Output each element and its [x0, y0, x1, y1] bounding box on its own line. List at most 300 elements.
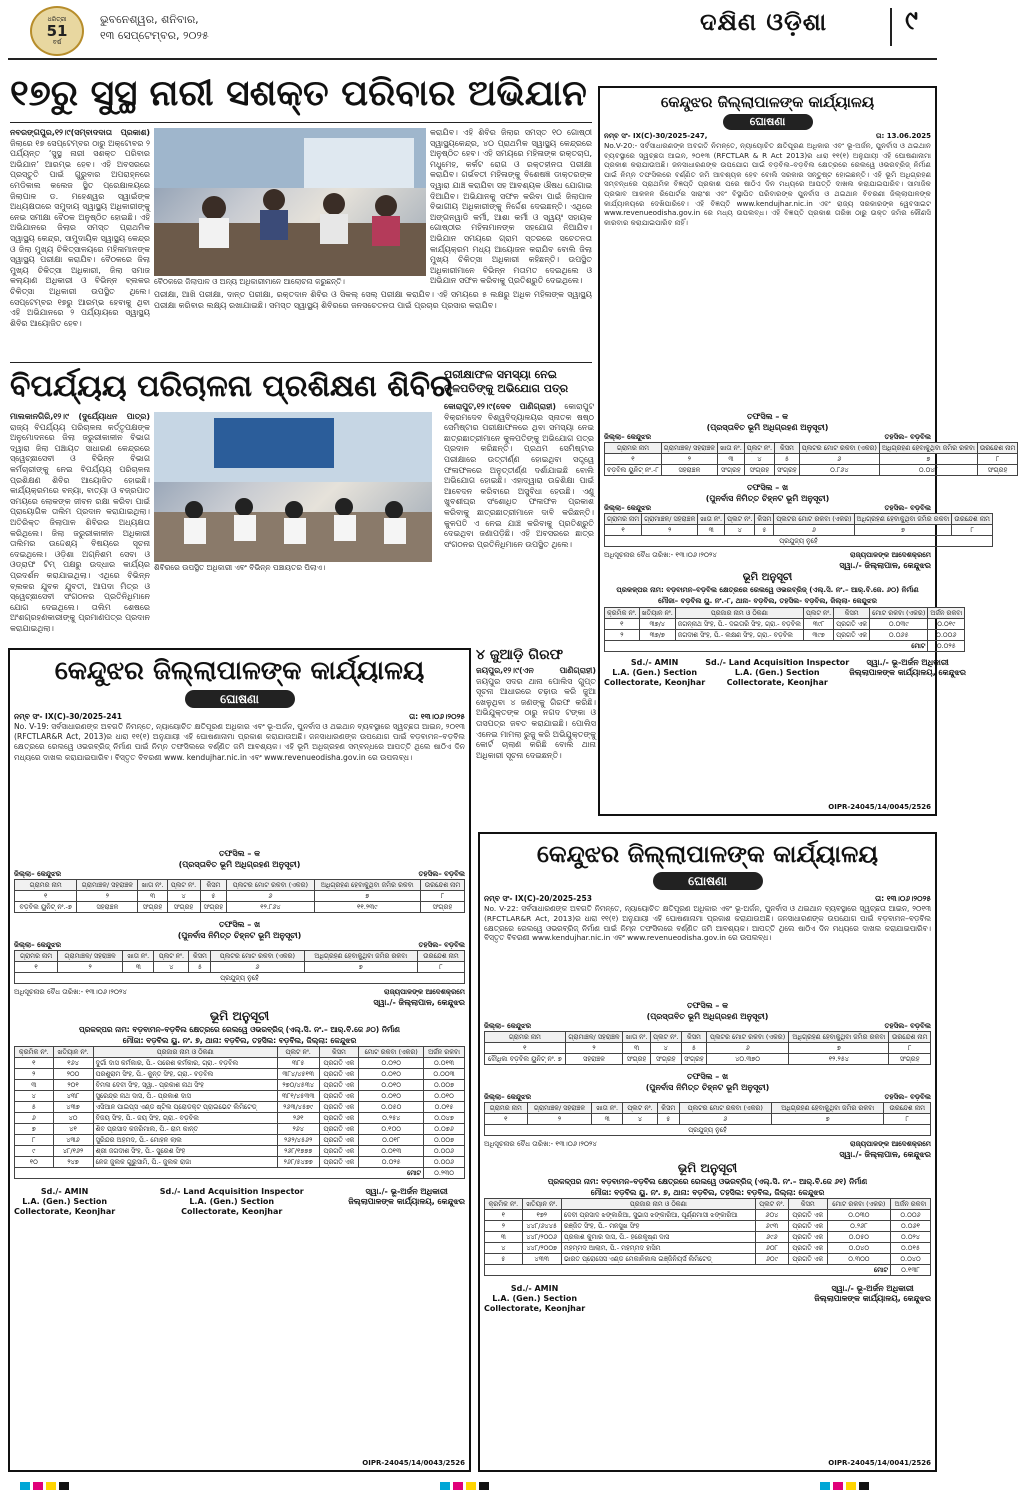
- schedule-cell: ୪୪୮/୨୦୦୬: [522, 1232, 561, 1243]
- schedule-cell: ୪୩୩: [522, 1254, 561, 1265]
- signature-line: L.A. (Gen.) Section: [734, 668, 820, 677]
- signature-line: L.A. (Gen.) Section: [189, 1197, 275, 1206]
- schedule-cell: ୦.୦୨୫: [359, 1157, 424, 1168]
- schedule-cell: ୨୬୩/୪୫୭୯: [277, 1102, 319, 1113]
- notice-c-pubdate: ଅଧିସୂଚନାର ବୈଧ ତାରିଖ:- ୧୩।୦୬।୨୦୨୪: [484, 1140, 597, 1148]
- na-t2-col-header: ଖାତା ନଂ.: [698, 514, 725, 525]
- schedule-cell: ୩୮୪/୪୫୧୩: [277, 1069, 319, 1080]
- nc-t1-col-number: ୭: [789, 1043, 889, 1054]
- table-cell: ସଂଗ୍ରହ: [681, 1054, 706, 1065]
- na-t1-col-header: ପ୍ଲଟ ନଂ.: [744, 443, 774, 454]
- schedule-cell: ୨୪୭: [53, 1157, 93, 1168]
- table-cell: ସଂଗ୍ରହ: [650, 1054, 681, 1065]
- notice-a-t1-title: ତଫସିଲ – କ: [746, 412, 789, 421]
- print-color-swatch: [46, 1482, 56, 1490]
- schedule-cell: ୦.୦୧୩: [424, 1058, 465, 1069]
- notice-b-schedule: [14, 1046, 465, 1179]
- schedule-cell: ୦.୦୪୦: [890, 1254, 930, 1265]
- schedule-total-label: ମୋଟ: [15, 1168, 424, 1179]
- story2-column-1: [10, 412, 150, 648]
- schedule-cell: ୨୭୦/୪୫୩୪: [277, 1080, 319, 1091]
- notice-a-date: ତା: 13.06.2025: [875, 132, 931, 140]
- schedule-total-value: ୦.୨୩୦: [424, 1168, 465, 1179]
- nc-t2-col-number: ୪: [623, 1114, 658, 1125]
- nb-schedule-col-header: ଅର୍ଜନ ରକବା: [424, 1047, 465, 1058]
- table-cell: ୦.୦୪୮: [879, 465, 977, 476]
- logo-number: 51: [46, 21, 68, 40]
- nc-t2-col-number: ୩: [592, 1114, 623, 1125]
- schedule-cell: ପ୍ରଗତି ଏକ: [319, 1146, 359, 1157]
- na-t1-col-header: ଗ୍ରାମର ନାମ: [605, 443, 662, 454]
- schedule-cell: ୧୬୪: [53, 1058, 93, 1069]
- nc-t1-col-number: ୩: [623, 1043, 650, 1054]
- notice-c-order: ରାଜ୍ୟପାଳଙ୍କ ଆଦେଶକ୍ରମେ: [850, 1140, 931, 1148]
- nc-t1-col-header: ପ୍ଲଟର ମୋଟ ରକବା (ଏକର): [707, 1032, 789, 1043]
- nb-schedule-col-header: ପ୍ଲଟ ନଂ.: [277, 1047, 319, 1058]
- na-schedule-col-header: ପ୍ଲଟ ନଂ.: [803, 608, 833, 619]
- schedule-cell: ୧: [15, 1058, 54, 1069]
- story1-rule: [10, 122, 592, 123]
- schedule-row: [605, 630, 965, 641]
- notice-a-sig-officer: [849, 658, 966, 688]
- nc-schedule-col-header: ପ୍ଲଟ ନଂ.: [755, 1199, 788, 1210]
- schedule-row: [15, 1058, 465, 1069]
- nc-t1-col-header: କିସମ: [681, 1032, 706, 1043]
- table-cell: ସଂଗ୍ରହ: [717, 465, 744, 476]
- schedule-row: [485, 1254, 931, 1265]
- nc-t2-col-number: ୮: [884, 1114, 931, 1125]
- notice-c-bhumi: ଭୂମି ଅନୁସୂଚୀ: [677, 1161, 738, 1175]
- na-t2-col-number: ୭: [854, 525, 952, 536]
- nb-t1-col-number: ୩: [138, 891, 167, 902]
- page-number: ୯: [905, 6, 918, 36]
- nb-t1-col-number: ୪: [167, 891, 200, 902]
- nc-t2-col-header: ଖାତା ନଂ.: [592, 1103, 623, 1114]
- table-row: [605, 465, 1018, 476]
- schedule-cell: ୬୦୮: [755, 1243, 788, 1254]
- schedule-row: [15, 1157, 465, 1168]
- print-color-marks-center: [440, 1482, 489, 1490]
- signature-line: ଜିଲ୍ଲାପାଳଙ୍କ କାର୍ଯ୍ୟାଳୟ, କେନ୍ଦୁଝର: [849, 668, 966, 677]
- notice-c-project: ପ୍ରକଳ୍ପର ନାମ: ବଡ଼ବାମନ–ବଡ଼ବିଲ କ୍ଷେତ୍ରରେ ରେଲୱେ ଓଭରବ୍ରିଜ୍ (ଏଲ୍.ସି. ନଂ.– ଆର୍.ବି.ଜେ ୬୧) ନିର୍ମାଣ: [547, 1177, 868, 1186]
- notice-a-schedule: [604, 607, 965, 652]
- story4-body: [476, 666, 596, 814]
- na-t1-col-number: ୧: [605, 454, 662, 465]
- nb-t1-col-header: ପ୍ଲଟର ମୋଟ ରକବା (ଏକର): [227, 880, 314, 891]
- nb-t2-col-number: ୫: [189, 962, 211, 973]
- schedule-cell: ଜଗନ୍ନାଥ ସିଂହ, ପି.- ଦଇତାରି ସିଂହ, ଗ୍ରା.- ବଡ଼ବିଲ: [675, 619, 803, 630]
- nc-t2-col-number: ୧: [485, 1114, 528, 1125]
- nb-t1-col-header: କିସମ: [200, 880, 227, 891]
- table-cell: ସଂଗ୍ରହ: [775, 465, 800, 476]
- schedule-cell: ୧: [485, 1210, 523, 1221]
- notice-c-table-2: [484, 1102, 931, 1136]
- notice-b-district: ଜିଲ୍ଲା– କେନ୍ଦୁଝର: [14, 870, 62, 878]
- schedule-cell: ୩୭/୭: [639, 630, 675, 641]
- table-cell: ବଡ଼ବିଲ ୟୁନିଟ୍ ନଂ.-୭: [15, 902, 77, 913]
- nc-t1-col-number: ୧: [485, 1043, 566, 1054]
- schedule-cell: ୬୯୬: [755, 1232, 788, 1243]
- schedule-cell: ୨୬୨/୪୫୬୨: [277, 1135, 319, 1146]
- schedule-cell: ୪୮/୧୬୨: [53, 1146, 93, 1157]
- schedule-cell: ୦.୦୧୦: [359, 1091, 424, 1102]
- schedule-cell: ଭାରତ ପ୍ରୋସେସ ଏଣ୍ଡ ମେକାନିକାଲ ଇଞ୍ଜିନିୟର୍ସ ଲିମିଟେଡ୍: [561, 1254, 755, 1265]
- notice-a-t2-tehsil: ତହସିଲ– ବଡ଼ବିଲ: [884, 504, 931, 512]
- nc-t2-col-header: କିସମ: [657, 1103, 679, 1114]
- notice-a-t2-district: ଜିଲ୍ଲା– କେନ୍ଦୁଝର: [604, 504, 652, 512]
- story2-caption: ଶିବିରରେ ଉପସ୍ଥିତ ଅଧିକାରୀ ଏବଂ ବିଭିନ୍ନ ପଞ୍ଚାୟତର ପିଲାଏ।: [154, 563, 326, 572]
- schedule-cell: ପ୍ରଗତି ଏକ: [319, 1135, 359, 1146]
- nc-t1-col-number: ୨: [565, 1043, 623, 1054]
- print-color-swatch: [33, 1482, 43, 1490]
- nc-t2-col-header: ଗ୍ରାମାଞ୍ଚଳ/ ସହରାଞ୍ଚଳ: [527, 1103, 592, 1114]
- signature-line: ସ୍ୱା./- ଭୂ-ଅର୍ଜନ ଅଧିକାରୀ: [365, 1187, 448, 1196]
- schedule-cell: ଏସିଆନ ପାଇପ୍ସ ଏଣ୍ଡ ଷ୍ଟିଲ ପ୍ରୋଡକ୍ଟ ପ୍ରାଇଭେଟ ଲିମିଟେଡ୍: [93, 1102, 277, 1113]
- notice-c-t1-sub: (ପ୍ରସ୍ତାବିତ ଭୂମି ଅଧିଗ୍ରହଣ ଅନୁସୂଚୀ): [646, 1012, 769, 1021]
- notice-c-t2-tehsil: ତହସିଲ– ବଡ଼ବିଲ: [884, 1093, 931, 1101]
- nc-t1-col-number: ୮: [889, 1043, 931, 1054]
- nb-t2-col-header: ପ୍ଲଟ ନଂ.: [154, 951, 189, 962]
- na-t2-col-header: ଅଧିଗ୍ରହଣ ହେବାକୁଥିବା ଜମିର ରକବା: [854, 514, 952, 525]
- schedule-row: [15, 1113, 465, 1124]
- nc-t2-col-header: ପ୍ଲଟ ନଂ.: [623, 1103, 658, 1114]
- schedule-cell: ୨: [15, 1069, 54, 1080]
- notice-a-order: ରାଜ୍ୟପାଳଙ୍କ ଆଦେଶକ୍ରମେ: [850, 551, 931, 559]
- nc-schedule-col-header: କିସମ: [788, 1199, 827, 1210]
- print-color-swatch: [20, 1482, 30, 1490]
- notice-a-office: କେନ୍ଦୁଝର ଜିଲ୍ଲାପାଳଙ୍କ କାର୍ଯ୍ୟାଳୟ: [660, 93, 875, 111]
- training-photo-illustration: [154, 412, 432, 562]
- notice-c-t2-title: ତଫସିଲ – ଖ: [686, 1072, 729, 1081]
- schedule-cell: ୭: [15, 1124, 54, 1135]
- na-schedule-col-header: କିସମ: [834, 608, 870, 619]
- nb-t1-col-header: ଉରନ୍ଦେଶ ନାମ: [420, 880, 464, 891]
- schedule-cell: ୧୭୨: [522, 1210, 561, 1221]
- signature-line: Sd./- AMIN: [510, 1284, 559, 1293]
- schedule-cell: ୦.୦୧୩: [359, 1146, 424, 1157]
- notice-b-t2-tehsil: ତହସିଲ– ବଡ଼ବିଲ: [418, 941, 465, 949]
- logo-sub: ବର୍ଷ: [52, 38, 62, 46]
- table-cell: ସଂଗ୍ରହ: [744, 465, 774, 476]
- schedule-cell: ୪: [485, 1243, 523, 1254]
- schedule-cell: ପ୍ରଗତି ଏକ: [834, 619, 870, 630]
- na-t2-col-number: ୫: [755, 525, 774, 536]
- notice-b-sig-inspector: [160, 1187, 304, 1217]
- schedule-cell: ୬୦୯: [755, 1254, 788, 1265]
- nc-t1-col-header: ଉରନ୍ଦେଶ ନାମ: [889, 1032, 931, 1043]
- header-rule: [8, 58, 937, 60]
- notice-b-collector: ସ୍ୱା./- ଜିଲ୍ଲାପାଳ, କେନ୍ଦୁଝର: [373, 998, 465, 1007]
- nb-t2-col-header: ଗ୍ରାମାଞ୍ଚଳ/ ସହରାଞ୍ଚଳ: [58, 951, 123, 962]
- schedule-cell: ୪୩୬: [53, 1135, 93, 1146]
- schedule-cell: ୦.୦୪୭: [424, 1113, 465, 1124]
- schedule-total-row: [15, 1168, 465, 1179]
- na-t2-col-header: କିସମ: [755, 514, 774, 525]
- schedule-cell: ପ୍ରଗତି ଏକ: [319, 1113, 359, 1124]
- schedule-cell: ୦.୨୬୮: [827, 1221, 890, 1232]
- story1-headline: ୧୭ରୁ ସୁସ୍ଥ ନାରୀ ସଶକ୍ତ ପରିବାର ଅଭିଯାନ: [10, 73, 587, 114]
- notice-b-table-2: [14, 950, 465, 984]
- notice-b-order: ରାଜ୍ୟପାଳଙ୍କ ଆଦେଶକ୍ରମେ: [384, 988, 465, 996]
- na-t2-col-header: ଗ୍ରାମାଞ୍ଚଳ/ ସହରାଞ୍ଚଳ: [642, 514, 698, 525]
- schedule-cell: ସୁରେନ୍ଦ୍ର ନାଥ ଦାସ, ପି.- ପ୍ରକାଶ ଦାସ: [93, 1091, 277, 1102]
- story1-column-1: [10, 128, 150, 400]
- schedule-cell: ବିମଳା ଦେବୀ ସିଂହ, ସ୍ୱା.- ପ୍ରକାଶ ନାଥ ସିଂହ: [93, 1080, 277, 1091]
- schedule-cell: ୨୦୦: [53, 1069, 93, 1080]
- notice-c-district: ଜିଲ୍ଲା– କେନ୍ଦୁଝର: [484, 1022, 532, 1030]
- nc-schedule-col-header: ଅର୍ଜନ ରକବା: [890, 1199, 930, 1210]
- schedule-cell: ୨: [605, 630, 640, 641]
- schedule-cell: ୮: [15, 1135, 54, 1146]
- notice-a-tehsil: ତହସିଲ– ବଡ଼ବିଲ: [884, 433, 931, 441]
- schedule-cell: ୬: [15, 1113, 54, 1124]
- notice-b-project: ପ୍ରକଳ୍ପର ନାମ: ବଡ଼ବାମନ–ବଡ଼ବିଲ କ୍ଷେତ୍ରରେ ରେଲୱେ ଓଭରବ୍ରିଜ୍ (ଏଲ୍.ସି. ନଂ.– ଆର୍.ବି.ଜେ ୬୦) ନିର୍ମାଣ: [79, 1025, 400, 1034]
- schedule-cell: ୦.୦୦୬: [928, 630, 965, 641]
- table-row: [485, 1054, 931, 1065]
- schedule-cell: ୪୪୮/୨୦୦୭: [522, 1243, 561, 1254]
- notice-a-na: ପ୍ରଯୁଜ୍ୟ ନୁହେଁ: [605, 536, 993, 547]
- schedule-row: [15, 1135, 465, 1146]
- na-t1-col-number: ୩: [717, 454, 744, 465]
- schedule-cell: ୦.୦୧୫: [890, 1243, 930, 1254]
- notice-c-collector: ସ୍ୱା./- ଜିଲ୍ଲାପାଳ, କେନ୍ଦୁଝର: [839, 1150, 931, 1159]
- schedule-cell: ୦.୦୧୮: [359, 1135, 424, 1146]
- schedule-cell: ୪୩୭: [53, 1102, 93, 1113]
- notice-b-table-1: [14, 879, 465, 913]
- schedule-cell: ୨: [485, 1221, 523, 1232]
- nc-t2-col-header: ଅଧିଗ୍ରହଣ ହେବାକୁଥିବା ଜମିର ରକବା: [771, 1103, 883, 1114]
- signature-line: L.A. (Gen.) Section: [612, 668, 698, 677]
- nb-t1-col-number: ୭: [314, 891, 420, 902]
- print-color-swatch: [440, 1482, 450, 1490]
- schedule-cell: ରଞ୍ଜିତ ସିଂହ, ପି.- ମନସୁଖ ସିଂହ: [561, 1221, 755, 1232]
- schedule-cell: ପରଶୁରାମ ସିଂହ, ପି.- କୁନ୍ତ ସିଂହ, ଗ୍ରା.- ବଡ଼ବିଲ: [93, 1069, 277, 1080]
- schedule-cell: ପ୍ରଗତି ଏକ: [788, 1232, 827, 1243]
- table-cell: ସହରାଞ୍ଚଳ: [565, 1054, 623, 1065]
- schedule-cell: ୦.୦୧୦: [359, 1080, 424, 1091]
- signature-line: ସ୍ୱା./- ଭୂ-ଅର୍ଜନ ଅଧିକାରୀ: [831, 1284, 914, 1293]
- nc-t1-col-header: ଖାତା ନଂ.: [623, 1032, 650, 1043]
- schedule-cell: ୦.୦୦୭: [424, 1135, 465, 1146]
- na-t2-col-number: ୩: [698, 525, 725, 536]
- city-day: ଭୁବନେଶ୍ୱର, ଶନିବାର,: [100, 13, 199, 26]
- table-cell: ୪୦.୩୭୦: [707, 1054, 789, 1065]
- schedule-row: [485, 1243, 931, 1254]
- notice-b-mouza: ମୌଜା: ବଡ଼ବିଲ ୟୁ. ନଂ. ୭, ଥାନା: ବଡ଼ବିଲ, ତହସିଲ: ବଡ଼ବିଲ, ଜିଲ୍ଲା: କେନ୍ଦୁଝର: [122, 1036, 357, 1045]
- na-t1-col-header: ଉରନ୍ଦେଶ ନାମ: [977, 443, 1018, 454]
- schedule-cell: ଶିବ ପ୍ରସାଦ କଜରିମାଲ, ପି.- ରାମ କାନ୍ତ: [93, 1124, 277, 1135]
- story2-text: ରାଜ୍ୟ ବିପର୍ଯ୍ୟୟ ପରିଚାଳନା କର୍ତ୍ତୃପକ୍ଷଙ୍କ ଅନୁମୋଦନରେ ଜିଲା ଜରୁରୀକାଳୀନ ବିଭାଗ ଦ୍ୱାରା ଜିଲା ପଞ୍ଚାୟତ ସାଧାରଣ କେନ୍ଦ୍ରରେ ସ୍ୱେଚ୍ଛାସେବୀ ଓ ବିଭିନ୍ନ ବିଭାଗ କର୍ମଚାରୀଙ୍କୁ ନେଇ ବିପର୍ଯ୍ୟୟ ପରିଚାଳନା ପ୍ରଶିକ୍ଷଣ ଶିବିର ଆୟୋଜିତ ହୋଇଛି। କାର୍ଯ୍ୟକ୍ରମରେ ବନ୍ୟା, ବାତ୍ୟା ଓ ବଜ୍ରପାତ ସମୟରେ ଲୋକଙ୍କ ଜୀବନ ରକ୍ଷା କରିବା ପାଇଁ ପ୍ରାୟୋଗିକ ତାଲିମ ପ୍ରଦାନ କରାଯାଇଥିଲା। ଅତିରିକ୍ତ ଜିଲାପାଳ ଶିବିରର ଅଧ୍ୟକ୍ଷତା କରିଥିଲେ। ଜିଲା ଜରୁରୀକାଳୀନ ଅଧିକାରୀ ତାଲିମର ଉଦ୍ଦେଶ୍ୟ ବିଷୟରେ ସୂଚନା ଦେଇଥିଲେ। ଓଡ଼ିଶା ଅଗ୍ନିଶମ ସେବା ଓ ଓଡ୍ରାଫ ଟିମ୍ ପକ୍ଷରୁ ଉଦ୍ଧାର କାର୍ଯ୍ୟର ପ୍ରଦର୍ଶନ କରାଯାଇଥିଲା। ଏଥିରେ ବିଭିନ୍ନ ବ୍ଲକର ଯୁବକ ଯୁବତୀ, ଆପଦା ମିତ୍ର ଓ ସ୍ୱେଚ୍ଛାସେବୀ ସଂଗଠନର ପ୍ରତିନିଧିମାନେ ଯୋଗ ଦେଇଥିଲେ। ତାଲିମ ଶେଷରେ ଅଂଶଗ୍ରହଣକାରୀଙ୍କୁ ପ୍ରମାଣପତ୍ର ପ୍ରଦାନ କରାଯାଇଥିଲା।: [10, 422, 150, 633]
- print-color-swatch: [59, 1482, 69, 1490]
- schedule-cell: ୧୦: [15, 1157, 54, 1168]
- schedule-cell: ପ୍ରଗତି ଏକ: [319, 1069, 359, 1080]
- table-cell: ସଂଗ୍ରହ: [977, 465, 1018, 476]
- table-cell: ସଂଗ୍ରହ: [623, 1054, 650, 1065]
- signature-line: Sd./- AMIN: [630, 658, 679, 667]
- nb-t2-col-header: ଖାତା ନଂ.: [123, 951, 154, 962]
- table-cell: ସଂଗ୍ରହ: [420, 902, 464, 913]
- schedule-cell: ୩୭/୪: [639, 619, 675, 630]
- nc-schedule-col-header: ପ୍ରଜାର ନାମ ଓ ଠିକଣା: [561, 1199, 755, 1210]
- signature-line: Collectorate, Keonjhar: [484, 1304, 586, 1313]
- notice-b-sig-officer: [348, 1187, 465, 1217]
- schedule-cell: ୦.୦୫୦: [359, 1102, 424, 1113]
- story4-dateline: ଜୟପୁର,୧୨।୯(ଏନ ପାଣିଗ୍ରାହୀ): [476, 666, 596, 675]
- notice-b-date: ତା: ୧୩।୦୬।୨୦୨୫: [409, 712, 465, 721]
- schedule-cell: ପ୍ରଗତି ଏକ: [319, 1102, 359, 1113]
- schedule-total-label: ମୋଟ: [485, 1265, 891, 1276]
- notice-a-body: No.V-20:- ସର୍ବସାଧାରଣଙ୍କ ଅବଗତି ନିମନ୍ତେ, ନ୍ୟାୟୋଚିତ କ୍ଷତିପୂରଣ ଅଧିକାର ଏବଂ ଭୂ-ଅର୍ଜନ, ପୁନର୍ବାସ ଓ ଥଇଥାନ ବ୍ୟବସ୍ଥାରେ ସ୍ୱଚ୍ଛତା ଆଇନ, ୨୦୧୩ (RFCTLAR & R Act 2013)ର ଧାରା ୧୧(୧) ଅନୁଯାୟୀ ଏହି ଘୋଷଣାନାମା ପ୍ରକାଶ କରାଯାଉଅଛି। ଜନସାଧାରଣଙ୍କ ଉପଯୋଗ ପାଇଁ ବଡ଼ବିଲ–ବଡ଼ବିଲ କ୍ଷେତ୍ରରେ ରେଲୱେ ଓଭରବ୍ରିଜ୍ ନିର୍ମାଣ ପାଇଁ ନିମ୍ନ ତଫସିଲରେ ବର୍ଣ୍ଣିତ ଜମି ଆବଶ୍ୟକ ହେବ ବୋଲି ସରକାର ସନ୍ତୁଷ୍ଟ ହୋଇଛନ୍ତି। ଏହି ଭୂମି ଅଧିଗ୍ରହଣ ସମ୍ବନ୍ଧରେ ପ୍ରାଥମିକ ବିଜ୍ଞପ୍ତି ପ୍ରକାଶ ପରେ ଷାଠିଏ ଦିନ ମଧ୍ୟରେ ଆପତ୍ତି ଦାଖଲ କରାଯାଇପାରିବ। ସାମାଜିକ ପ୍ରଭାବ ଆକଳନ ରିପୋର୍ଟର ସାରାଂଶ ଏବଂ ବିସ୍ଥାପିତ ପରିବାରଙ୍କ ପୁନର୍ବାସ ଓ ଥଇଥାନ ବିବରଣୀ ଜିଲ୍ଲାପାଳଙ୍କ କାର୍ଯ୍ୟାଳୟରେ ଦେଖିପାରିବେ। ଏହି ବିଜ୍ଞପ୍ତି www.kendujhar.nic.in ଏବଂ ରାଜ୍ୟ ସରକାରଙ୍କ ୱେବସାଇଟ www.revenueodisha.gov.in ରେ ମଧ୍ୟ ଉପଲବ୍ଧ। ଏହି ବିଜ୍ଞପ୍ତି ପ୍ରକାଶ ତାରିଖ ଠାରୁ ଉକ୍ତ ଜମିର କୌଣସି କାରବାର କରାଯାଇପାରିବ ନାହିଁ।: [604, 141, 931, 227]
- nb-t1-col-number: ୧: [15, 891, 77, 902]
- schedule-cell: ୩୮୫: [277, 1058, 319, 1069]
- story4-text: ଜୟପୁର ସଦର ଥାନା ପୋଲିସ ଗୁପ୍ତ ସୂଚନା ଆଧାରରେ ଚଢ଼ାଉ କରି ଜୁଆ ଖେଳୁଥିବା ୪ ଜଣଙ୍କୁ ଗିରଫ କରିଛି। ଅଭିଯୁକ୍ତଙ୍କ ଠାରୁ ନଗଦ ଟଙ୍କା ଓ ତାସପତ୍ର ଜବତ କରାଯାଇଛି। ପୋଲିସ ଏନେଇ ମାମଲା ରୁଜୁ କରି ଅଭିଯୁକ୍ତଙ୍କୁ କୋର୍ଟ ଚାଲାଣ କରିଛି ବୋଲି ଥାନା ଅଧିକାରୀ ସୂଚନା ଦେଇଛନ୍ତି।: [476, 676, 596, 760]
- notice-c-body: No. V-22: ସର୍ବସାଧାରଣଙ୍କ ଅବଗତି ନିମନ୍ତେ, ନ୍ୟାୟୋଚିତ କ୍ଷତିପୂରଣ ଅଧିକାର ଏବଂ ଭୂ-ଅର୍ଜନ, ପୁନର୍ବାସ ଓ ଥଇଥାନ ବ୍ୟବସ୍ଥାରେ ସ୍ୱଚ୍ଛତା ଆଇନ, ୨୦୧୩ (RFCTLAR&R Act, 2013)ର ଧାରା ୧୧(୧) ଅନୁଯାୟୀ ଏହି ଘୋଷଣାନାମା ପ୍ରକାଶ କରାଯାଉଅଛି। ଜନସାଧାରଣଙ୍କ ଉପଯୋଗ ପାଇଁ ବଡ଼ବାମନ–ବଡ଼ବିଲ କ୍ଷେତ୍ରରେ ରେଲୱେ ଓଭରବ୍ରିଜ୍ ନିର୍ମାଣ ପାଇଁ ନିମ୍ନ ତଫସିଲରେ ବର୍ଣ୍ଣିତ ଜମି ଆବଶ୍ୟକ। ଆପତ୍ତି ଥିଲେ ଷାଠିଏ ଦିନ ମଧ୍ୟରେ ଦାଖଲ କରାଯାଇପାରିବ। ବିସ୍ତୃତ ବିବରଣୀ www.kendujhar.nic.in ଏବଂ www.revenueodisha.gov.in ରେ ଉପଲବ୍ଧ।: [484, 904, 931, 943]
- nc-schedule-col-header: ଖତିୟାନ ନଂ.: [522, 1199, 561, 1210]
- schedule-cell: ୫: [485, 1254, 523, 1265]
- nb-t2-col-number: ୪: [154, 962, 189, 973]
- notice-a-sig-inspector: [705, 658, 849, 688]
- schedule-cell: ୩୮୧/୪୫୩୩: [277, 1091, 319, 1102]
- story3-headline: ପରୀକ୍ଷାଫଳ ସମସ୍ୟା ନେଇ କୁଳପତିଙ୍କୁ ଅଭିଯୋଗ ପତ୍ର: [444, 368, 569, 395]
- notice-a-oipr: OIPR-24045/14/0045/2526: [828, 803, 931, 811]
- schedule-cell: ୦.୦୦୬: [424, 1157, 465, 1168]
- nb-t1-col-header: ଖାତା ନଂ.: [138, 880, 167, 891]
- na-t1-col-number: ୫: [775, 454, 800, 465]
- schedule-row: [485, 1232, 931, 1243]
- schedule-cell: ୦.୦୭୬: [424, 1124, 465, 1135]
- story1-col1-text: ଜିଲାରେ ୧୭ ସେପ୍ଟେମ୍ବର ଠାରୁ ଅକ୍ଟୋବର ୨ ପର୍ଯ୍ୟନ୍ତ ‘ସୁସ୍ଥ ନାରୀ ସଶକ୍ତ ପରିବାର ଅଭିଯାନ’ ଆରମ୍ଭ ହେବ। ଏହି ଅବସରରେ ପ୍ରସ୍ତୁତି ପାଇଁ ଗୁରୁବାର ଅପରାହ୍ନରେ ମେଡିକାଲ କଲେଜ ସ୍ଥିତ ପ୍ରେକ୍ଷାଳୟରେ ଜିଲାପାଳ ଡ. ମହେଶ୍ୱର ସ୍ୱାଇଁଙ୍କ ଅଧ୍ୟକ୍ଷତାରେ ସମୁଦାୟ ସ୍ୱାସ୍ଥ୍ୟ ଅଧିକାରୀଙ୍କୁ ନେଇ ସମୀକ୍ଷା ବୈଠକ ଅନୁଷ୍ଠିତ ହୋଇଛି। ଏହି ଅଭିଯାନରେ ଜିଲାର ସମସ୍ତ ପ୍ରାଥମିକ ସ୍ୱାସ୍ଥ୍ୟ କେନ୍ଦ୍ର, ସାମୁଦାୟିକ ସ୍ୱାସ୍ଥ୍ୟ କେନ୍ଦ୍ର ଓ ଜିଲା ମୁଖ୍ୟ ଚିକିତ୍ସାଳୟରେ ମହିଳାମାନଙ୍କ ସ୍ୱାସ୍ଥ୍ୟ ପରୀକ୍ଷା କରାଯିବ। ବୈଠକରେ ଜିଲା ମୁଖ୍ୟ ଚିକିତ୍ସା ଅଧିକାରୀ, ଜିଲା ସମାଜ କଲ୍ୟାଣ ଅଧିକାରୀ ଓ ବିଭିନ୍ନ ବ୍ଲକର ଚିକିତ୍ସା ଅଧିକାରୀ ଉପସ୍ଥିତ ଥିଲେ। ସେପ୍ଟେମ୍ବର ୧୭ରୁ ଆରମ୍ଭ ହେବାକୁ ଥିବା ଏହି ଅଭିଯାନରେ ୨ ପର୍ଯ୍ୟାୟରେ ସ୍ୱାସ୍ଥ୍ୟ ଶିବିର ଆୟୋଜିତ ହେବ।: [10, 138, 150, 328]
- notice-a-ref-line: [604, 132, 931, 141]
- print-color-swatch: [479, 1482, 489, 1490]
- na-t1-col-number: ୬: [799, 454, 879, 465]
- na-t1-col-number: ୮: [977, 454, 1018, 465]
- schedule-cell: ପ୍ରଗତି ଏକ: [319, 1124, 359, 1135]
- schedule-cell: ସୁରିନ୍ଦର ଅହମଦ, ପି.- ମୋହନ ଲାଲ: [93, 1135, 277, 1146]
- signature-line: Collectorate, Keonjhar: [14, 1207, 116, 1216]
- signature-line: L.A. (Gen.) Section: [22, 1197, 108, 1206]
- schedule-cell: ୦.୦୬୧: [890, 1221, 930, 1232]
- table-cell: ୧୧.୨୩୯: [314, 902, 420, 913]
- schedule-cell: ୦.୧୦୦: [359, 1124, 424, 1135]
- schedule-cell: ପ୍ରଗତି ଏକ: [788, 1243, 827, 1254]
- schedule-cell: ୬୯୩: [755, 1221, 788, 1232]
- nc-t1-col-header: ପ୍ଲଟ ନଂ.: [650, 1032, 681, 1043]
- nb-t2-col-number: ୩: [123, 962, 154, 973]
- schedule-cell: ପ୍ରଗତି ଏକ: [788, 1221, 827, 1232]
- dateline: [100, 12, 209, 44]
- notice-a: [598, 86, 1016, 816]
- notice-b-t2-district: ଜିଲ୍ଲା– କେନ୍ଦୁଝର: [14, 941, 62, 949]
- schedule-cell: ଜଗଦୀଶ ସିଂହ, ପି.- ଲକ୍ଷଣ ସିଂହ, ଗ୍ରା.- ବଡ଼ବିଲ: [675, 630, 803, 641]
- nc-t1-col-number: ୬: [707, 1043, 789, 1054]
- notice-a-collector: ସ୍ୱା./- ଜିଲ୍ଲାପାଳ, କେନ୍ଦୁଝର: [839, 561, 931, 570]
- notice-b-oipr: OIPR-24045/14/0043/2526: [362, 1459, 465, 1467]
- notice-a-district: ଜିଲ୍ଲା– କେନ୍ଦୁଝର: [604, 433, 652, 441]
- notice-b-tehsil: ତହସିଲ– ବଡ଼ବିଲ: [418, 870, 465, 878]
- nb-t1-col-header: ଗ୍ରାମର ନାମ: [15, 880, 77, 891]
- schedule-cell: ବିଜୟ ସିଂହ, ପି.- ଜୟ ସିଂହ, ଗ୍ରା.- ବଡ଼ବିଲ: [93, 1113, 277, 1124]
- nc-t2-col-number: ୬: [679, 1114, 771, 1125]
- nc-t2-col-number: ୫: [657, 1114, 679, 1125]
- nb-t1-col-number: ୫: [200, 891, 227, 902]
- schedule-cell: ୨୬୮/୫୪୭୭: [277, 1157, 319, 1168]
- print-color-marks-left: [20, 1482, 69, 1490]
- story3-text: କୋରାପୁଟ ବିକ୍ରମଦେବ ବିଶ୍ୱବିଦ୍ୟାଳୟର ସ୍ନାତକ ଷଷ୍ଠ ସେମିଷ୍ଟାର ପରୀକ୍ଷାଫଳରେ ଥିବା ସମସ୍ୟା ନେଇ ଛାତ୍ରଛାତ୍ରୀମାନେ କୁଳପତିଙ୍କୁ ଅଭିଯୋଗ ପତ୍ର ପ୍ରଦାନ କରିଛନ୍ତି। ପ୍ରଥମ ସେମିଷ୍ଟାର ପରୀକ୍ଷାରେ ଉତ୍ତୀର୍ଣ୍ଣ ହୋଇଥିବା ସତ୍ତ୍ୱେ ଫଳାଫଳରେ ଅନୁତ୍ତୀର୍ଣ୍ଣ ଦର୍ଶାଯାଇଛି ବୋଲି ଅଭିଯୋଗ ହୋଇଛି। ଏହାଦ୍ୱାରା ଉଚ୍ଚଶିକ୍ଷା ପାଇଁ ଆବେଦନ କରିବାରେ ଅସୁବିଧା ହେଉଛି। ଏଣୁ ଖୁବଶୀଘ୍ର ସଂଶୋଧିତ ଫଳାଫଳ ପ୍ରକାଶ କରିବାକୁ ଛାତ୍ରଛାତ୍ରୀମାନେ ଦାବି କରିଛନ୍ତି। କୁଳପତି ଏ ନେଇ ଯାଞ୍ଚ କରିବାକୁ ପ୍ରତିଶ୍ରୁତି ଦେଇଥିବା ଜଣାପଡ଼ିଛି। ଏହି ଅବସରରେ ଛାତ୍ର ସଂଗଠନର ପ୍ରତିନିଧିମାନେ ଉପସ୍ଥିତ ଥିଲେ।: [444, 402, 595, 549]
- notice-c-oipr: OIPR-24045/14/0041/2526: [828, 1459, 931, 1467]
- table-cell: ୧୨.୮୬୪: [227, 902, 314, 913]
- na-t1-col-header: ଖାତା ନଂ.: [717, 443, 744, 454]
- signature-line: Sd./- Land Acquisition Inspector: [159, 1187, 304, 1196]
- signature-line: L.A. (Gen.) Section: [492, 1294, 578, 1303]
- notice-a-mouza: ମୌଜା– ବଡ଼ବିଲ ୟୁ. ନଂ.-୮, ଥାନା- ବଡ଼ବିଲ, ତହସିଲ- ବଡ଼ବିଲ, ଜିଲ୍ଲା- କେନ୍ଦୁଝର: [658, 597, 877, 605]
- schedule-cell: ୦.୩୦୦: [827, 1254, 890, 1265]
- notice-b-bhumi: ଭୂମି ଅନୁସୂଚୀ: [209, 1009, 270, 1023]
- nb-t2-col-header: କିସମ: [189, 951, 211, 962]
- nb-schedule-col-header: ପ୍ରଜାର ନାମ ଓ ଠିକଣା: [93, 1047, 277, 1058]
- notice-c-table-1: [484, 1031, 931, 1065]
- schedule-cell: ୦.୦୬୫: [870, 630, 928, 641]
- na-t1-col-number: ୨: [661, 454, 717, 465]
- nc-t2-col-header: ଉରନ୍ଦେଶ ନାମ: [884, 1103, 931, 1114]
- table-cell: ସହରାଞ୍ଚଳ: [661, 465, 717, 476]
- schedule-cell: ଶ୍ରୀ ଜଗଦୀଶ ସିଂହ, ପି.- ସୁରେଶ ସିଂହ: [93, 1146, 277, 1157]
- notice-c-no: ନମ୍ବ ସଂ- IX(C)-20/2025-253: [484, 894, 592, 903]
- schedule-cell: ୦.୦୨୦: [359, 1058, 424, 1069]
- schedule-cell: ୯: [15, 1146, 54, 1157]
- na-t2-col-number: ୬: [774, 525, 854, 536]
- schedule-row: [15, 1091, 465, 1102]
- schedule-cell: ୦.୨୫୪: [359, 1113, 424, 1124]
- story1-column-3: କରାଯିବ। ଏହି ଶିବିର ଜିଲାର ସମସ୍ତ ୧୦ ଗୋଷ୍ଠୀ ସ୍ୱାସ୍ଥ୍ୟକେନ୍ଦ୍ର, ୪୦ ପ୍ରାଥମିକ ସ୍ୱାସ୍ଥ୍ୟ କେନ୍ଦ୍ରରେ ଅନୁଷ୍ଠିତ ହେବ। ଏହି ସମୟରେ ମହିଳାଙ୍କ ରକ୍ତଚାପ, ମଧୁମେହ, କର୍କଟ ରୋଗ ଓ ରକ୍ତହୀନତା ପରୀକ୍ଷା କରାଯିବ। ଗର୍ଭବତୀ ମହିଳାଙ୍କୁ ବିଶେଷଜ୍ଞ ଡାକ୍ତରଙ୍କ ଦ୍ୱାରା ଯାଞ୍ଚ କରାଯିବା ସହ ଆବଶ୍ୟକ ଔଷଧ ଯୋଗାଇ ଦିଆଯିବ। ଅଭିଯାନକୁ ସଫଳ କରିବା ପାଇଁ ଜିଲାପାଳ ବିଭାଗୀୟ ଅଧିକାରୀଙ୍କୁ ନିର୍ଦ୍ଦେଶ ଦେଇଛନ୍ତି। ଏଥିରେ ଅଙ୍ଗନୱାଡି କର୍ମୀ, ଆଶା କର୍ମୀ ଓ ସ୍ୱୟଂ ସହାୟକ ଗୋଷ୍ଠୀର ମହିଳାମାନଙ୍କ ସହଯୋଗ ନିଆଯିବ। ଅଭିଯାନ ସମୟରେ ଗ୍ରାମ ସ୍ତରରେ ସଚେତନତା କାର୍ଯ୍ୟକ୍ରମ ମଧ୍ୟ ଆୟୋଜନ କରାଯିବ ବୋଲି ଜିଲା ମୁଖ୍ୟ ଚିକିତ୍ସା ଅଧିକାରୀ କହିଛନ୍ତି। ଉପସ୍ଥିତ ଅଧିକାରୀମାନେ ବିଭିନ୍ନ ମତାମତ ଦେଇଥିଲେ ଓ ଅଭିଯାନ ସଫଳ କରିବାକୁ ପ୍ରତିଶ୍ରୁତି ଦେଇଥିଲେ।: [430, 128, 592, 286]
- print-color-swatch: [820, 1482, 830, 1490]
- nb-t2-col-number: ୧: [15, 962, 58, 973]
- schedule-row: [15, 1124, 465, 1135]
- notice-c-office: କେନ୍ଦୁଝର ଜିଲ୍ଲାପାଳଙ୍କ କାର୍ଯ୍ୟାଳୟ: [536, 840, 879, 868]
- schedule-cell: ମହମ୍ମଦ ଆଲାମ, ପି.- ମହମ୍ମଦ ହାସିମ: [561, 1243, 755, 1254]
- schedule-row: [605, 619, 965, 630]
- notice-b: [8, 648, 471, 1472]
- schedule-cell: ୦.୦୦୩: [424, 1069, 465, 1080]
- schedule-cell: ୨୬୧: [277, 1113, 319, 1124]
- notice-c-schedule: [484, 1198, 931, 1276]
- schedule-cell: ଦୁର୍ଗା ଦାସ କର୍ମକାର, ପି.- ପରେଶ କର୍ମକାର, ଗ୍ରା.- ବଡ଼ବିଲ: [93, 1058, 277, 1069]
- table-cell: ସଂଗ୍ରହ: [138, 902, 167, 913]
- schedule-cell: ପ୍ରଗତି ଏକ: [788, 1254, 827, 1265]
- schedule-cell: ୧: [605, 619, 640, 630]
- nb-t1-col-header: ଗ୍ରାମାଞ୍ଚଳ/ ସହରାଞ୍ଚଳ: [77, 880, 138, 891]
- notice-c-t2-sub: (ପୁନର୍ବାସ ନିମିତ୍ତ ଚିହ୍ନଟ ଭୂମି ଅନୁସୂଚୀ): [645, 1083, 770, 1092]
- na-t1-col-number: ୪: [744, 454, 774, 465]
- signature-line: Sd./- Land Acquisition Inspector: [705, 658, 850, 667]
- notice-a-project: ପ୍ରକଳ୍ପର ନାମ: ବଡ଼ବାମନ–ବଡ଼ବିଲ କ୍ଷେତ୍ରରେ ରେଲୱେ ଓଭରବ୍ରିଜ୍ (ଏଲ୍.ସି. ନଂ.– ଆର୍.ବି.ଜେ. ୬୦) ନିର୍ମାଣ: [616, 586, 919, 594]
- nb-schedule-col-header: ମୋଟ ରକବା (ଏକର): [359, 1047, 424, 1058]
- newspaper-logo: [30, 6, 84, 56]
- notice-c-t1-title: ତଫସିଲ – କ: [686, 1001, 729, 1010]
- schedule-cell: ପ୍ରଗତି ଏକ: [319, 1091, 359, 1102]
- schedule-total-value: ୦.୧୩୮: [890, 1265, 930, 1276]
- schedule-total-label: ମୋଟ: [605, 641, 928, 652]
- na-t2-col-number: ୪: [725, 525, 755, 536]
- nc-t1-col-header: ଗ୍ରାମାଞ୍ଚଳ/ ସହରାଞ୍ଚଳ: [565, 1032, 623, 1043]
- schedule-cell: ୦.୦୨୪: [890, 1232, 930, 1243]
- schedule-cell: ୪୩୮: [53, 1091, 93, 1102]
- meeting-photo-illustration: [154, 128, 426, 276]
- notice-b-ghoshana: ଘୋଷଣା: [185, 690, 295, 708]
- table-cell: ସହରାଞ୍ଚଳ: [77, 902, 138, 913]
- na-t1-col-header: ଅଧିଗ୍ରହଣ ହେବାକୁଥିବା ଜମିର ରକବା: [879, 443, 977, 454]
- notice-a-t2-title: ତଫସିଲ – ଖ: [746, 483, 789, 492]
- nc-t1-col-header: ଗ୍ରାମର ନାମ: [485, 1032, 566, 1043]
